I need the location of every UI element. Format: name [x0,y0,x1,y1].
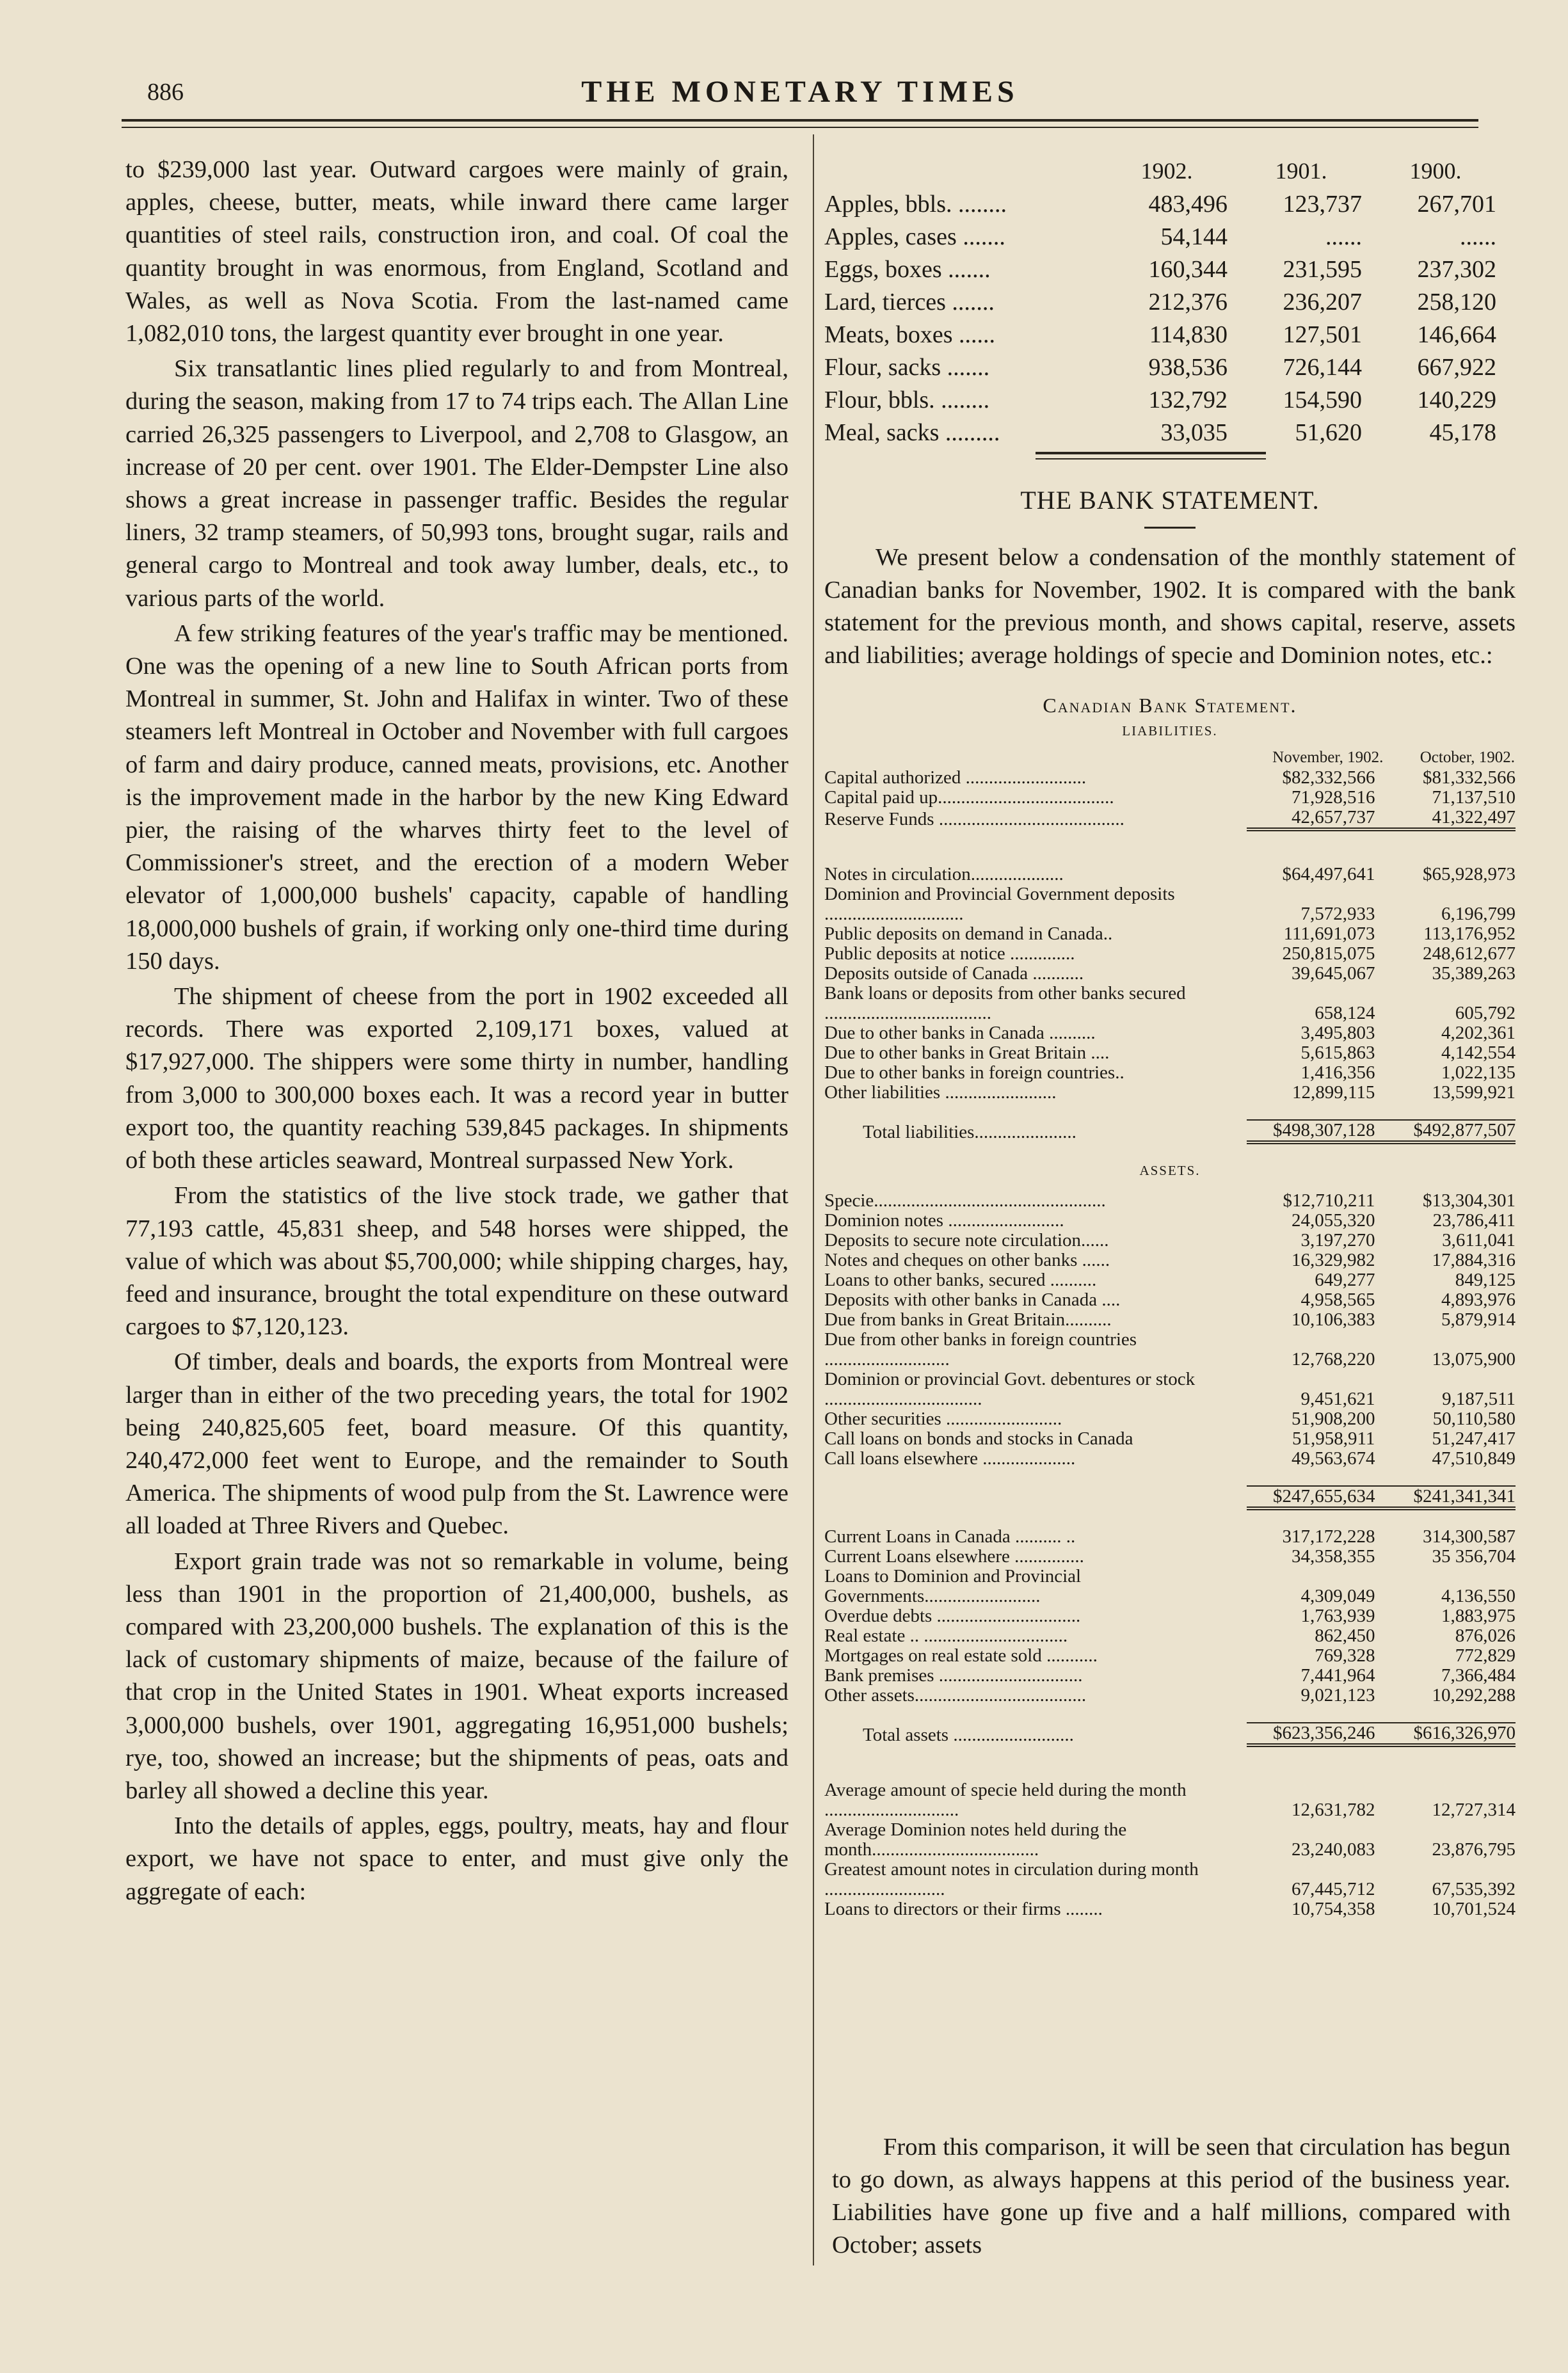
row-label: Capital authorized .......................... [824,767,1087,788]
table-row [824,1646,1516,1666]
nov-value: 16,329,982 [1291,1250,1375,1270]
exports-table-rule [1036,452,1266,459]
year-header: 1900. [1409,157,1462,184]
paragraph: A few striking features of the year's traffic may be mentioned. One was the opening of a new line to South African ports from Montreal in summer, St. John and Halifax in winter. Two of these steamers left Montreal in October and November with full cargoes of farm and dairy produce, canned meats, provisions, etc. Another is the improvement made in the harbor by the new King Edward pier, the raising of the wharves thirty feet to the level of Commissioner's street, and the erection of a modern Weber elevator of 1,000,000 bushels' capacity, capable of handling 18,000,000 bushels of grain, if working only one-third time during 150 days. [125,619,788,975]
oct-value: 113,176,952 [1423,923,1516,944]
table-row [824,1666,1516,1686]
section-title: THE BANK STATEMENT. [1020,486,1320,515]
table-row [824,788,1516,808]
cell-1901: 231,595 [1283,256,1362,283]
table-row [824,221,1503,253]
row-label: Public deposits at notice .............. [824,943,1075,964]
table-row [824,1270,1516,1290]
oct-value: 12,727,314 [1432,1800,1516,1820]
masthead: THE MONETARY TIMES [581,75,1019,109]
row-label: Apples, cases ....... [824,223,1005,250]
row-label: Eggs, boxes ....... [824,256,991,283]
row-label: Average amount of specie held during the month ............................. [824,1780,1187,1820]
table-row [824,1780,1516,1820]
oct-value: 13,075,900 [1432,1349,1516,1370]
oct-value: 51,247,417 [1432,1428,1516,1449]
title-dash [1144,527,1196,529]
row-label: Call loans elsewhere .................... [824,1448,1076,1469]
nov-value: 23,240,083 [1291,1839,1375,1860]
paragraph: Into the details of apples, eggs, poultry, meats, hay and flour export, we have not space to enter, and must give only the aggregate of each: [125,1812,788,1905]
oct-value: 35 356,704 [1432,1546,1516,1567]
bank-statement-table [824,717,1516,1919]
cell-1902: 114,830 [1149,321,1228,348]
oct-value: 4,142,554 [1441,1043,1516,1063]
table-row [824,1409,1516,1429]
table-row [824,1250,1516,1270]
nov-value: 250,815,075 [1282,943,1375,964]
oct-value: $13,304,301 [1423,1190,1516,1211]
table-row [824,1330,1516,1370]
table-row [824,1083,1516,1103]
row-label: Meats, boxes ...... [824,321,996,348]
oct-value: 4,136,550 [1441,1586,1516,1606]
row-label: Lard, tierces ....... [824,289,995,316]
liabilities-heading: LIABILITIES. [1122,723,1218,739]
nov-value: 9,021,123 [1300,1685,1375,1706]
nov-value: 12,631,782 [1291,1800,1375,1820]
table-row [824,944,1516,964]
table-row [824,1063,1516,1083]
oct-value: 41,322,497 [1384,808,1516,829]
row-label: Due to other banks in Canada .......... [824,1023,1096,1043]
intro-paragraph: We present below a condensation of the monthly statement of Canadian banks for November, 1902. It is compared with the bank statement for the previous month, and shows capital, reserve, assets and liabilities; average holdings of specie and Dominion notes, etc.: [824,544,1516,669]
nov-value: 7,572,933 [1300,904,1375,924]
row-label: Capital paid up...................................... [824,787,1114,808]
cell-1900: 140,229 [1417,387,1496,413]
paragraph: From the statistics of the live stock trade, we gather that 77,193 cattle, 45,831 sheep, and 548 horses were shipped, the value of which was about $5,700,000; while shipping charges, hay, feed and insurance, brought the total expenditure on these outward cargoes to $7,120,123. [125,1182,788,1341]
year-header: 1902. [1140,157,1193,184]
oct-value: 605,792 [1455,1003,1516,1023]
header-rule [122,119,1478,122]
cell-1900: 258,120 [1417,289,1496,316]
row-label: Real estate .. ............................... [824,1626,1068,1646]
table-row [824,1211,1516,1231]
row-label: Deposits to secure note circulation...... [824,1230,1109,1250]
nov-value: 34,358,355 [1291,1546,1375,1567]
oct-value: 314,300,587 [1423,1526,1516,1547]
col-november: November, 1902. [1272,749,1384,766]
oct-value: $616,326,970 [1384,1723,1516,1745]
oct-value: 876,026 [1455,1626,1516,1646]
cell-1900: ...... [1460,223,1496,250]
row-label: Other securities ......................... [824,1409,1062,1429]
nov-value: $623,356,246 [1247,1723,1384,1745]
row-label: Other liabilities ........................ [824,1082,1057,1103]
nov-value: 51,958,911 [1292,1428,1375,1449]
paragraph: Of timber, deals and boards, the exports from Montreal were larger than in either of the two preceding years, the total for 1902 being 240,825,605 feet, board measure. Of this quantity, 240,472,000 feet went to Europe, and the remainder to South America. The shipments of wood pulp from the St. Lawrence were all loaded at Three Rivers and Quebec. [125,1348,788,1540]
nov-value: 658,124 [1315,1003,1375,1023]
oct-value: 772,829 [1455,1645,1516,1666]
oct-value: 67,535,392 [1432,1879,1516,1899]
paragraph: to $239,000 last year. Outward cargoes were mainly of grain, apples, cheese, butter, meats, while inward there came larger quantities of steel rails, construction iron, and coal. Of coal the quantity brought in was enormous, from England, Scotland and Wales, as well as Nova Scotia. From the last-named came 1,082,010 tons, the largest quantity ever brought in one year. [125,156,788,348]
nov-value: 1,416,356 [1300,1062,1375,1083]
table-row [824,964,1516,984]
left-column [125,154,788,1908]
row-label: Due from banks in Great Britain.......... [824,1309,1112,1330]
row-label: Bank loans or deposits from other banks secured .................................... [824,983,1186,1023]
table-row [824,1860,1516,1899]
row-label: Other assets..................................... [824,1685,1087,1706]
oct-value: $65,928,973 [1423,864,1516,884]
row-label: Deposits outside of Canada ........... [824,963,1084,984]
oct-value: 10,292,288 [1432,1685,1516,1706]
table-row [824,1370,1516,1409]
oct-value: 1,022,135 [1441,1062,1516,1083]
paragraph: Export grain trade was not so remarkable in volume, being less than 1901 in the proportion of 21,400,000, bushels, as compared with 23,200,000 bushels. The explanation of this is the lack of customary shipments of maize, because of the failure of that crop in the United States in 1901. Wheat exports increased 3,000,000 bushels, over 1901, aggregating 16,951,000 bushels; rye, too, showed an increase; but the shipments of peas, oats and barley all showed a decline this year. [125,1547,788,1804]
nov-subtotal: $247,655,634 [1247,1486,1384,1508]
nov-value: 67,445,712 [1291,1879,1375,1899]
table-row [824,984,1516,1023]
cell-1901: 726,144 [1283,354,1362,381]
row-label: Deposits with other banks in Canada .... [824,1290,1121,1310]
row-label: Specie.................................................. [824,1190,1106,1211]
nov-value: 769,328 [1315,1645,1375,1666]
oct-value: 5,879,914 [1441,1309,1516,1330]
table-row [824,1567,1516,1606]
cell-1901: 123,737 [1283,191,1362,218]
nov-value: 7,441,964 [1300,1665,1375,1686]
statement-title: Canadian Bank Statement. [1043,694,1297,717]
row-label: Flour, sacks ....... [824,354,990,381]
row-label: Overdue debts ............................... [824,1606,1081,1626]
oct-value: 4,202,361 [1441,1023,1516,1043]
nov-value: 12,768,220 [1291,1349,1375,1370]
nov-value: 10,106,383 [1291,1309,1375,1330]
oct-value: 10,701,524 [1432,1899,1516,1919]
row-label: Meal, sacks ......... [824,419,1000,446]
cell-1902: 33,035 [1160,419,1228,446]
row-label: Apples, bbls. ........ [824,191,1007,218]
nov-value: $64,497,641 [1282,864,1375,884]
row-label: Loans to Dominion and Provincial Governments......................... [824,1566,1082,1606]
cell-1902: 160,344 [1148,256,1228,283]
row-label: Due to other banks in Great Britain .... [824,1043,1110,1063]
row-label: Dominion or provincial Govt. debentures or stock .................................. [824,1369,1196,1409]
table-row [824,1429,1516,1449]
col-october: October, 1902. [1420,749,1515,766]
table-row [824,1231,1516,1250]
row-label: Current Loans elsewhere ............... [824,1546,1084,1567]
year-header: 1901. [1275,157,1327,184]
cell-1900: 146,664 [1417,321,1496,348]
column-header-row [824,742,1516,768]
row-label: Dominion notes ......................... [824,1210,1064,1231]
cell-1901: 236,207 [1283,289,1362,316]
assets-heading: ASSETS. [1139,1163,1201,1178]
oct-value: 248,612,677 [1423,943,1516,964]
table-row [824,768,1516,788]
cell-1901: 51,620 [1295,419,1362,446]
exports-table [824,154,1503,449]
total-liabilities-row [824,1120,1516,1142]
oct-value: 13,599,921 [1432,1082,1516,1103]
row-label: Flour, bbls. ........ [824,387,990,413]
table-row [824,253,1503,286]
cell-1900: 45,178 [1429,419,1496,446]
table-row [824,1547,1516,1567]
cell-1901: 127,501 [1283,321,1362,348]
nov-value: $12,710,211 [1283,1190,1375,1211]
table-row [824,1449,1516,1469]
cell-1900: 237,302 [1417,256,1496,283]
row-label: Greatest amount notes in circulation during month .......................... [824,1859,1199,1899]
nov-value: 42,657,737 [1247,808,1384,829]
nov-value: $82,332,566 [1282,767,1375,788]
table-row [824,1023,1516,1043]
row-label: Mortgages on real estate sold ........... [824,1645,1098,1666]
table-row [824,1290,1516,1310]
nov-value: 3,197,270 [1300,1230,1375,1250]
oct-subtotal: $241,341,341 [1384,1486,1516,1508]
nov-value: 5,615,863 [1300,1043,1375,1063]
nov-value: 9,451,621 [1300,1389,1375,1409]
nov-value: 39,645,067 [1291,963,1375,984]
row-label: Due from other banks in foreign countries ........................... [824,1329,1137,1370]
table-row [824,1310,1516,1330]
oct-value: $492,877,507 [1384,1120,1516,1142]
nov-value: 71,928,516 [1291,787,1375,808]
oct-value: 3,611,041 [1442,1230,1516,1250]
cell-1900: 667,922 [1417,354,1496,381]
table-row [824,188,1503,221]
nov-value: 4,309,049 [1300,1586,1375,1606]
oct-value: 6,196,799 [1441,904,1516,924]
table-row [824,884,1516,924]
cell-1902: 938,536 [1148,354,1228,381]
right-column [824,154,1516,1919]
cell-1902: 132,792 [1148,387,1228,413]
oct-value: 71,137,510 [1432,787,1516,808]
running-head [122,70,1478,109]
table-row [824,1043,1516,1063]
row-label: Average Dominion notes held during the month.................................... [824,1819,1127,1860]
row-label: Public deposits on demand in Canada.. [824,923,1113,944]
table-row [824,808,1516,829]
row-label: Loans to other banks, secured .......... [824,1270,1097,1290]
subtotal-row [824,1486,1516,1508]
table-row [824,417,1503,449]
row-label: Total liabilities...................... [863,1122,1076,1142]
paragraph: The shipment of cheese from the port in 1902 exceeded all records. There was exported 2,109,171 boxes, valued at $17,927,000. The shippers were some thirty in number, handling from 3,000 to 300,000 boxes each. It was a record year in butter export too, the quantity reaching 539,845 packages. In shipments of both these articles seaward, Montreal surpassed New York. [125,983,788,1174]
oct-value: 23,786,411 [1432,1210,1516,1231]
nov-value: 51,908,200 [1291,1409,1375,1429]
row-label: Reserve Funds ........................................ [824,809,1124,829]
nov-value: 1,763,939 [1300,1606,1375,1626]
row-label: Dominion and Provincial Government deposits .............................. [824,884,1175,924]
cell-1900: 267,701 [1417,191,1496,218]
oct-value: 9,187,511 [1442,1389,1516,1409]
cell-1901: ...... [1325,223,1362,250]
column-divider [813,134,814,2265]
paragraph: Six transatlantic lines plied regularly to and from Montreal, during the season, making from 17 to 74 trips each. The Allan Line carried 26,325 passengers to Liverpool, and 2,708 to Glasgow, an increase of 20 per cent. over 1901. The Elder-Dempster Line also shows a great increase in passenger traffic. Besides the regular liners, 32 tramp steamers, of 50,993 tons, brought sugar, rails and general cargo to Montreal and took away lumber, deals, etc., to various parts of the world. [125,355,788,612]
oct-value: 4,893,976 [1441,1290,1516,1310]
oct-value: $81,332,566 [1423,767,1516,788]
table-row [824,865,1516,884]
oct-value: 7,366,484 [1441,1665,1516,1686]
row-label: Due to other banks in foreign countries.. [824,1062,1124,1083]
cell-1901: 154,590 [1283,387,1362,413]
table-row [824,286,1503,319]
table-row [824,1626,1516,1646]
row-label: Total assets .......................... [863,1725,1074,1745]
table-row [824,924,1516,944]
table-row [824,1191,1516,1211]
table-row [824,1606,1516,1626]
oct-value: 35,389,263 [1432,963,1516,984]
table-row [824,1899,1516,1919]
cell-1902: 54,144 [1160,223,1228,250]
total-assets-row [824,1723,1516,1745]
table-row [824,384,1503,417]
row-label: Bank premises ............................... [824,1665,1083,1686]
nov-value: 4,958,565 [1300,1290,1375,1310]
exports-header-row [824,154,1503,188]
header-rule-thin [122,127,1478,128]
oct-value: 849,125 [1455,1270,1516,1290]
oct-value: 50,110,580 [1432,1409,1516,1429]
nov-value: 862,450 [1315,1626,1375,1646]
nov-value: 111,691,073 [1283,923,1375,944]
nov-value: 317,172,228 [1282,1526,1375,1547]
row-label: Loans to directors or their firms ........ [824,1899,1103,1919]
nov-value: 3,495,803 [1300,1023,1375,1043]
row-label: Current Loans in Canada .......... .. [824,1526,1076,1547]
row-label: Notes in circulation.................... [824,864,1064,884]
nov-value: 10,754,358 [1291,1899,1375,1919]
table-row [824,1820,1516,1860]
row-label: Notes and cheques on other banks ...... [824,1250,1110,1270]
oct-value: 1,883,975 [1441,1606,1516,1626]
nov-value: $498,307,128 [1247,1120,1384,1142]
cell-1902: 483,496 [1148,191,1228,218]
closing-paragraph: From this comparison, it will be seen that circulation has begun to go down, as always happens at this period of the business year. Liabilities have gone up five and a half millions, compared with October; assets [832,2134,1510,2258]
page-number: 886 [147,79,184,106]
table-row [824,351,1503,384]
table-row [824,1686,1516,1706]
nov-value: 649,277 [1315,1270,1375,1290]
nov-value: 49,563,674 [1291,1448,1375,1469]
table-row [824,319,1503,351]
oct-value: 23,876,795 [1432,1839,1516,1860]
table-row [824,1527,1516,1547]
nov-value: 24,055,320 [1291,1210,1375,1231]
nov-value: 12,899,115 [1292,1082,1375,1103]
oct-value: 17,884,316 [1432,1250,1516,1270]
row-label: Call loans on bonds and stocks in Canada [824,1428,1133,1449]
cell-1902: 212,376 [1148,289,1228,316]
oct-value: 47,510,849 [1432,1448,1516,1469]
